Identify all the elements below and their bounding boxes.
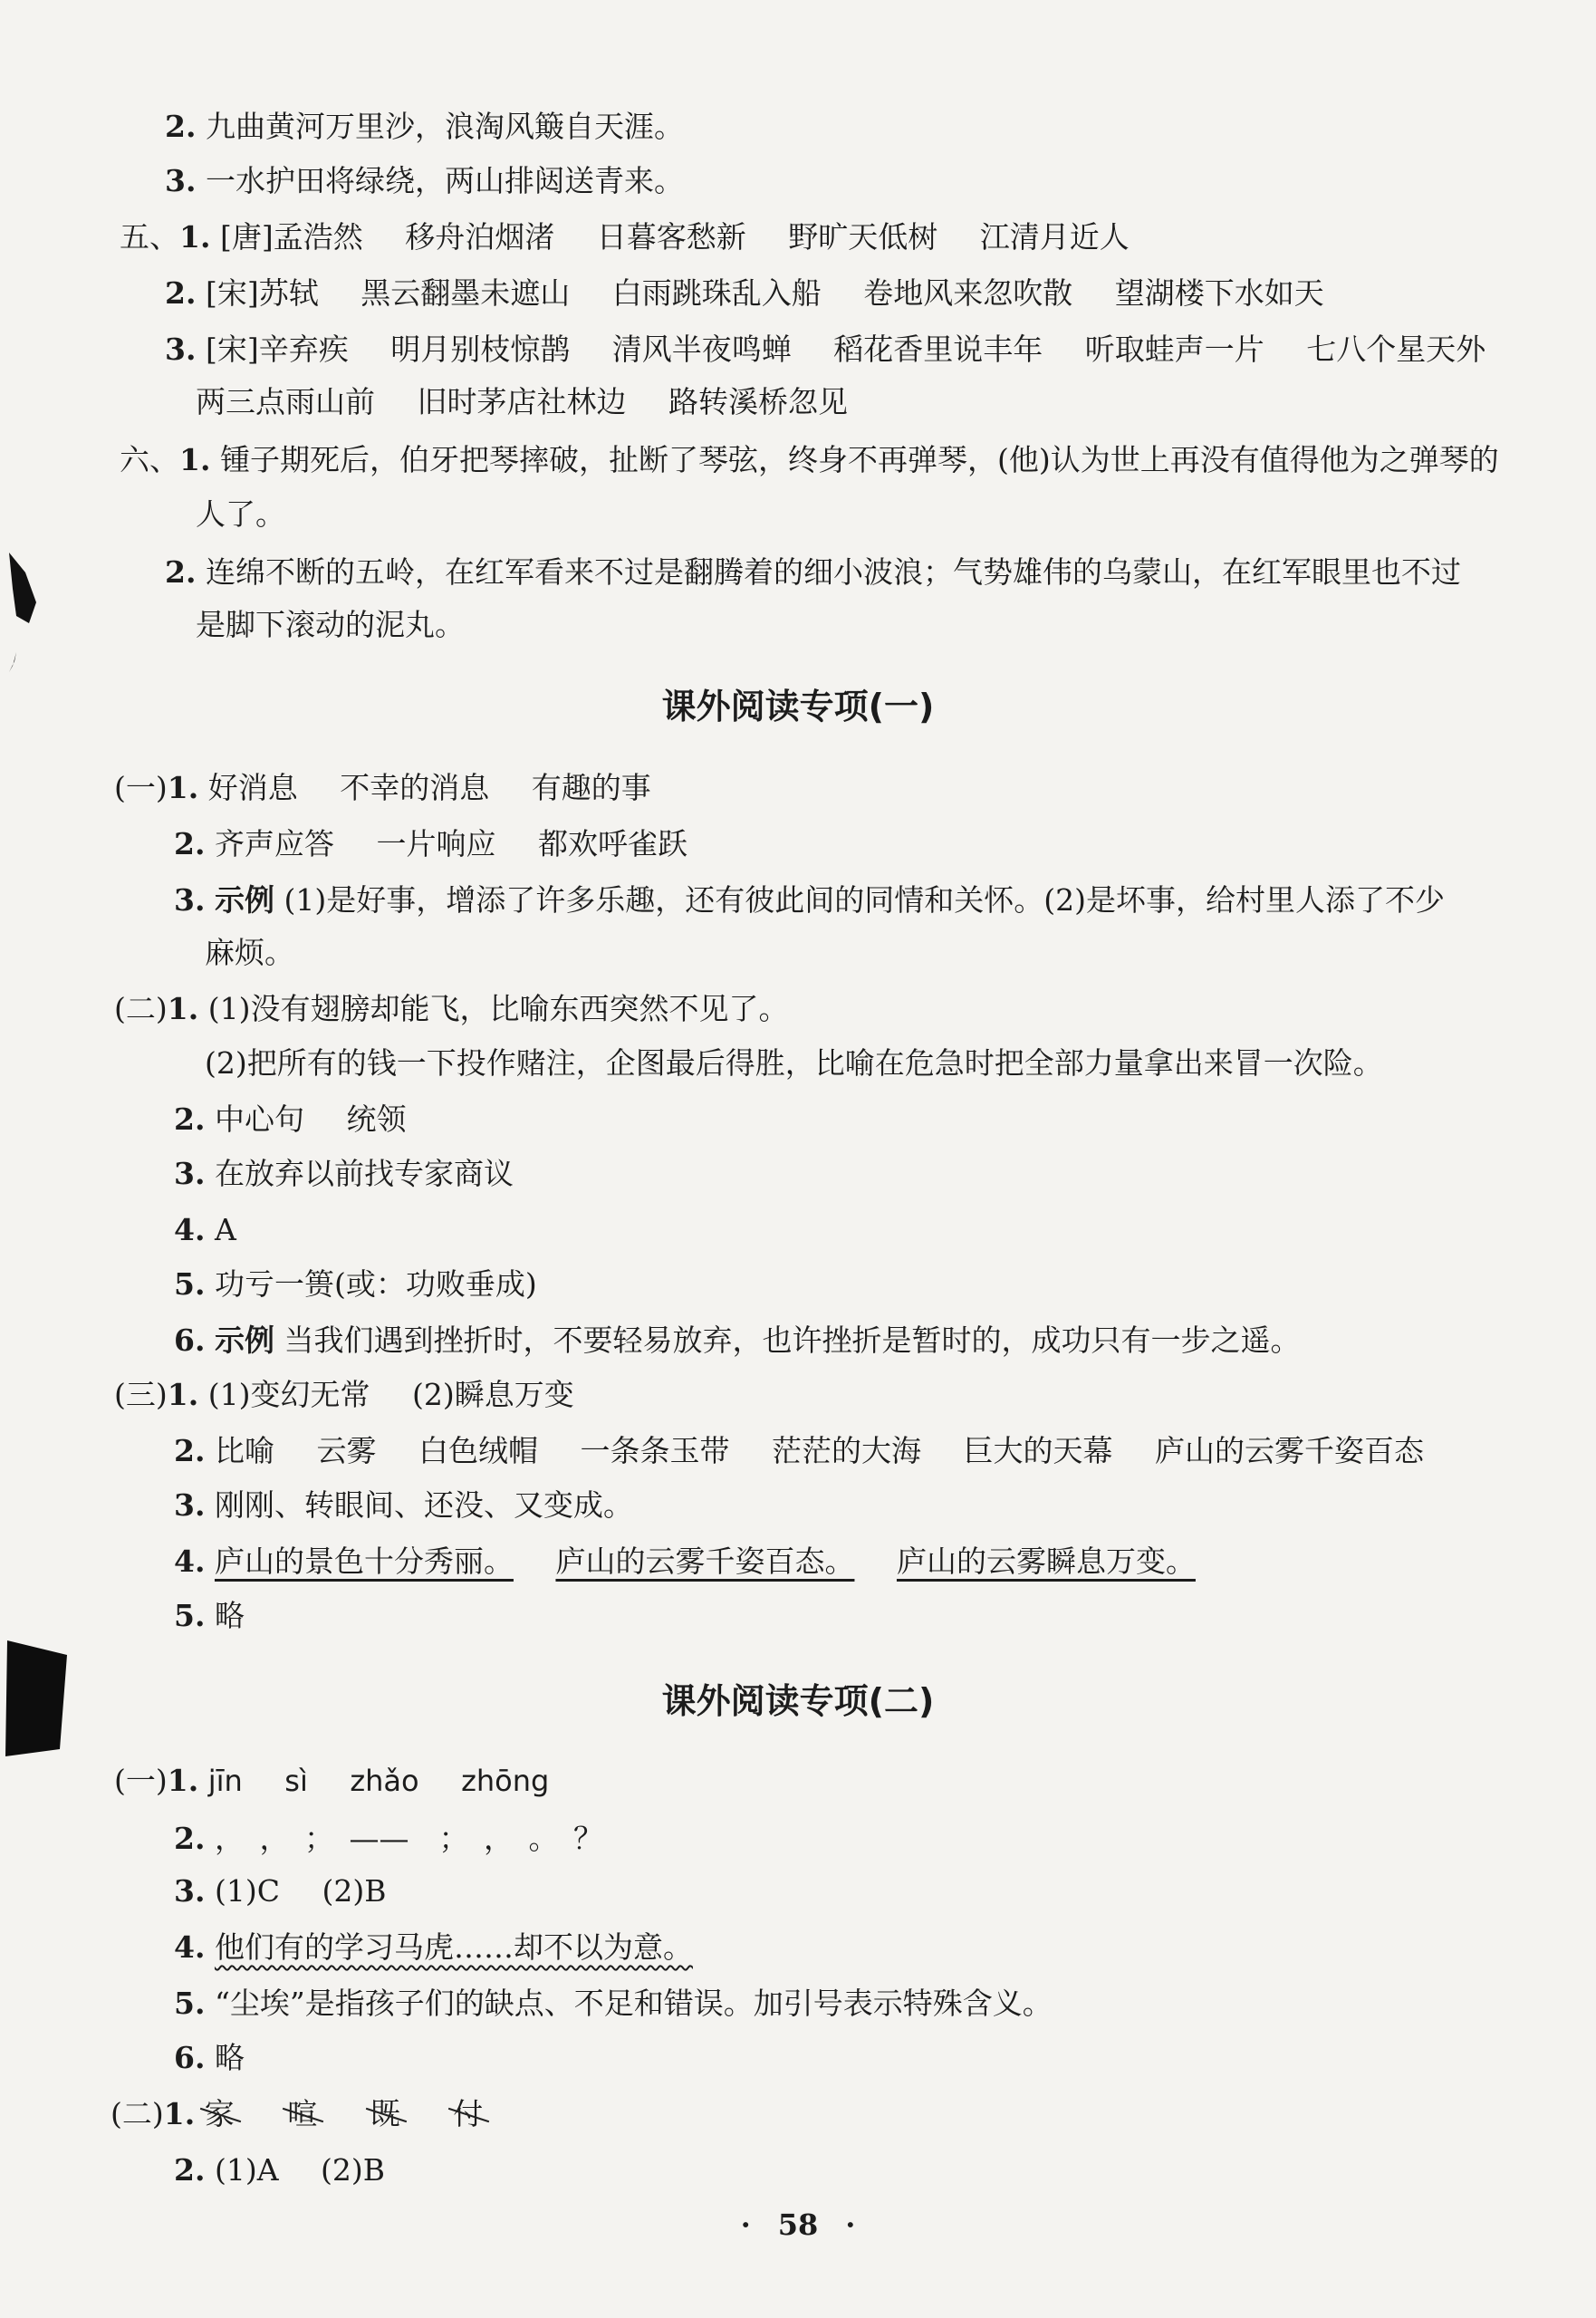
item-number: 1.: [167, 991, 199, 1026]
answer-line: [174, 1542, 1196, 1582]
pinyin-answer: sì: [284, 1764, 308, 1798]
item-number: 3.: [165, 163, 197, 198]
answer-text: 清风半夜鸣蝉: [611, 332, 792, 367]
corrected-character: 付: [453, 2094, 483, 2134]
item-number: 4.: [174, 1544, 206, 1579]
item-number: 1.: [179, 219, 211, 255]
answer-text: 当我们遇到挫折时，不要轻易放弃，也许挫折是暂时的，成功只有一步之遥。: [284, 1323, 1301, 1358]
scan-mark: [0, 553, 63, 679]
answer-line: [114, 989, 788, 1029]
answer-text: 齐声应答: [214, 826, 334, 861]
answer-text: 中心句: [214, 1101, 304, 1137]
example-label: 示例: [214, 882, 274, 918]
answer-text: [唐]孟浩然: [219, 219, 363, 255]
answer-text: 九曲黄河万里沙，浪淘风簸自天涯。: [205, 109, 684, 144]
answer-line: [174, 1431, 1424, 1471]
answer-line: [114, 1761, 549, 1801]
answer-text: 一水护田将绿绕，两山排闼送青来。: [205, 163, 684, 198]
item-number: 2.: [174, 1101, 206, 1137]
answer-line: [174, 2038, 245, 2078]
item-number: 3.: [174, 882, 206, 918]
answer-text: 两三点雨山前: [196, 384, 375, 419]
answer-text: 都欢呼雀跃: [537, 826, 687, 861]
item-number: 1.: [167, 770, 199, 805]
answer-text: 日暮客愁新: [596, 219, 746, 255]
answer-line: [111, 2094, 526, 2134]
scan-mark: [0, 1635, 82, 1762]
answer-text: (1)是好事，增添了许多乐趣，还有彼此间的同情和关怀。(2)是坏事，给村里人添了不少: [284, 882, 1445, 918]
answer-text: (2)把所有的钱一下投作赌注，企图最后得胜，比喻在危急时把全部力量拿出来冒一次险。: [205, 1045, 1383, 1081]
item-number: 2.: [165, 275, 197, 311]
item-number: 1.: [179, 442, 211, 477]
answer-text: 明月别枝惊鹊: [390, 332, 571, 367]
item-number: 5.: [174, 1986, 206, 2021]
answer-line: [174, 1210, 236, 1250]
item-number: 3.: [165, 332, 197, 367]
answer-line: [120, 440, 1499, 480]
underlined-answer: 庐山的云雾瞬息万变。: [896, 1544, 1196, 1579]
answer-text: 连绵不断的五岭，在红军看来不过是翻腾着的细小波浪；气势雄伟的乌蒙山，在红军眼里也不过: [205, 554, 1461, 590]
answer-line: [196, 605, 465, 645]
answer-line: [174, 1871, 386, 1911]
answer-text: 卷地风来忽吹散: [863, 275, 1073, 311]
section-prefix: 六、: [120, 442, 179, 477]
section-prefix: (一): [114, 770, 168, 805]
answer-text: [宋]辛弃疾: [205, 332, 349, 367]
answer-line: [174, 1928, 693, 1967]
answer-text: (1)A: [214, 2152, 279, 2188]
answer-line: [114, 768, 651, 808]
answer-text: “尘埃”是指孩子们的缺点、不足和错误。加引号表示特殊含义。: [214, 1986, 1053, 2021]
section-prefix: (二): [111, 2096, 164, 2131]
item-number: 2.: [174, 2152, 206, 2188]
answer-text: 旧时茅店社林边: [417, 384, 627, 419]
answer-line: [174, 1100, 406, 1140]
answer-text: (1)C: [214, 1873, 280, 1909]
answer-text: 不幸的消息: [340, 770, 490, 805]
wavy-underlined-answer: 他们有的学习马虎……却不以为意。: [214, 1929, 693, 1965]
answer-line: [174, 824, 687, 864]
answer-text: 白色绒帽: [418, 1433, 538, 1468]
section-prefix: (二): [114, 991, 168, 1026]
answer-line: [165, 553, 1461, 592]
answer-text: 麻烦。: [205, 935, 294, 970]
section-prefix: (一): [114, 1763, 168, 1798]
answer-text: [宋]苏轼: [205, 275, 319, 311]
answer-text: 黑云翻墨未遮山: [361, 275, 571, 311]
item-number: 2.: [165, 554, 197, 590]
answer-text: 茫茫的大海: [771, 1433, 921, 1468]
item-number: 2.: [174, 1821, 206, 1856]
answer-line: [165, 274, 1324, 313]
section-title: 课外阅读专项(一): [661, 687, 935, 726]
answer-text: 稻花香里说丰年: [833, 332, 1043, 367]
answer-text: 锺子期死后，伯牙把琴摔破，扯断了琴弦，终身不再弹琴，(他)认为世上再没有值得他为之弹琴的: [219, 442, 1499, 477]
item-number: 4.: [174, 1212, 206, 1247]
answer-text: 庐山的云雾千姿百态: [1154, 1433, 1424, 1468]
answer-text: (2)B: [322, 1873, 387, 1909]
answer-text: A: [214, 1212, 236, 1247]
answer-line: [174, 1265, 537, 1304]
answer-line: [174, 1154, 514, 1194]
pinyin-answer: zhǎo: [350, 1764, 419, 1798]
page-number: · 58 ·: [740, 2207, 856, 2242]
punctuation-answer: ， ， ； —— ； ， 。 ？: [214, 1821, 603, 1856]
item-number: 3.: [174, 1487, 206, 1523]
answer-line: [174, 1819, 603, 1859]
answer-line: [174, 2150, 385, 2190]
answer-text: 在放弃以前找专家商议: [214, 1156, 514, 1191]
answer-line: [165, 330, 1485, 370]
answer-text: 路转溪桥忽见: [668, 384, 848, 419]
answer-text: 比喻: [214, 1433, 274, 1468]
corrected-character: 家: [205, 2094, 235, 2134]
item-number: 1.: [167, 1377, 199, 1412]
answer-text: 有趣的事: [531, 770, 651, 805]
answer-text: 人了。: [196, 496, 285, 532]
answer-text: 刚刚、转眼间、还没、又变成。: [214, 1487, 633, 1523]
answer-text: 野旷天低树: [788, 219, 938, 255]
item-number: 2.: [174, 826, 206, 861]
answer-line: [174, 1596, 245, 1636]
item-number: 2.: [165, 109, 197, 144]
corrected-character: 既: [370, 2094, 400, 2134]
section-title: 课外阅读专项(二): [661, 1681, 935, 1721]
item-number: 5.: [174, 1598, 206, 1633]
answer-text: 江清月近人: [979, 219, 1130, 255]
item-number: 6.: [174, 2040, 206, 2075]
answer-line: [165, 107, 684, 147]
underlined-answer: 庐山的云雾千姿百态。: [555, 1544, 855, 1579]
answer-line: [205, 1044, 1383, 1083]
corrected-character: 喧: [287, 2094, 317, 2134]
section-prefix: (三): [114, 1377, 168, 1412]
answer-text: (2)瞬息万变: [411, 1377, 574, 1412]
item-number: 1.: [163, 2096, 196, 2131]
answer-text: 好消息: [207, 770, 298, 805]
answer-line: [196, 382, 848, 422]
item-number: 6.: [174, 1323, 206, 1358]
answer-line: [114, 1375, 574, 1415]
answer-text: 移舟泊烟渚: [405, 219, 555, 255]
item-number: 1.: [167, 1763, 199, 1798]
answer-text: 一片响应: [376, 826, 496, 861]
answer-text: 略: [214, 2040, 245, 2075]
item-number: 5.: [174, 1266, 206, 1302]
answer-text: 功亏一篑(或：功败垂成): [214, 1266, 537, 1302]
answer-line: [174, 1984, 1053, 2024]
answer-text: (1)没有翅膀却能飞，比喻东西突然不见了。: [207, 991, 789, 1026]
answer-text: 统领: [346, 1101, 407, 1137]
item-number: 4.: [174, 1929, 206, 1965]
answer-line: [120, 217, 1130, 257]
answer-text: (2)B: [321, 2152, 386, 2188]
answer-line: [196, 495, 285, 534]
answer-text: 听取蛙声一片: [1084, 332, 1264, 367]
answer-line: [174, 1486, 633, 1525]
item-number: 3.: [174, 1873, 206, 1909]
answer-text: 白雨跳珠乱入船: [611, 275, 822, 311]
pinyin-answer: jīn: [207, 1764, 243, 1798]
answer-line: [174, 880, 1445, 920]
answer-text: 七八个星天外: [1306, 332, 1486, 367]
page-number-value: 58: [777, 2207, 819, 2242]
answer-text: (1)变幻无常: [207, 1377, 370, 1412]
answer-text: 云雾: [316, 1433, 377, 1468]
answer-text: 一条条玉带: [580, 1433, 730, 1468]
pinyin-answer: zhōng: [461, 1764, 550, 1798]
answer-line: [174, 1321, 1300, 1361]
answer-line: [165, 161, 684, 201]
answer-line: [205, 933, 294, 973]
section-prefix: 五、: [120, 219, 179, 255]
underlined-answer: 庐山的景色十分秀丽。: [214, 1544, 514, 1579]
answer-text: 略: [214, 1598, 245, 1633]
answer-text: 巨大的天幕: [963, 1433, 1113, 1468]
answer-text: 是脚下滚动的泥丸。: [196, 607, 465, 642]
example-label: 示例: [214, 1323, 274, 1358]
item-number: 3.: [174, 1156, 206, 1191]
answer-text: 望湖楼下水如天: [1114, 275, 1324, 311]
item-number: 2.: [174, 1433, 206, 1468]
